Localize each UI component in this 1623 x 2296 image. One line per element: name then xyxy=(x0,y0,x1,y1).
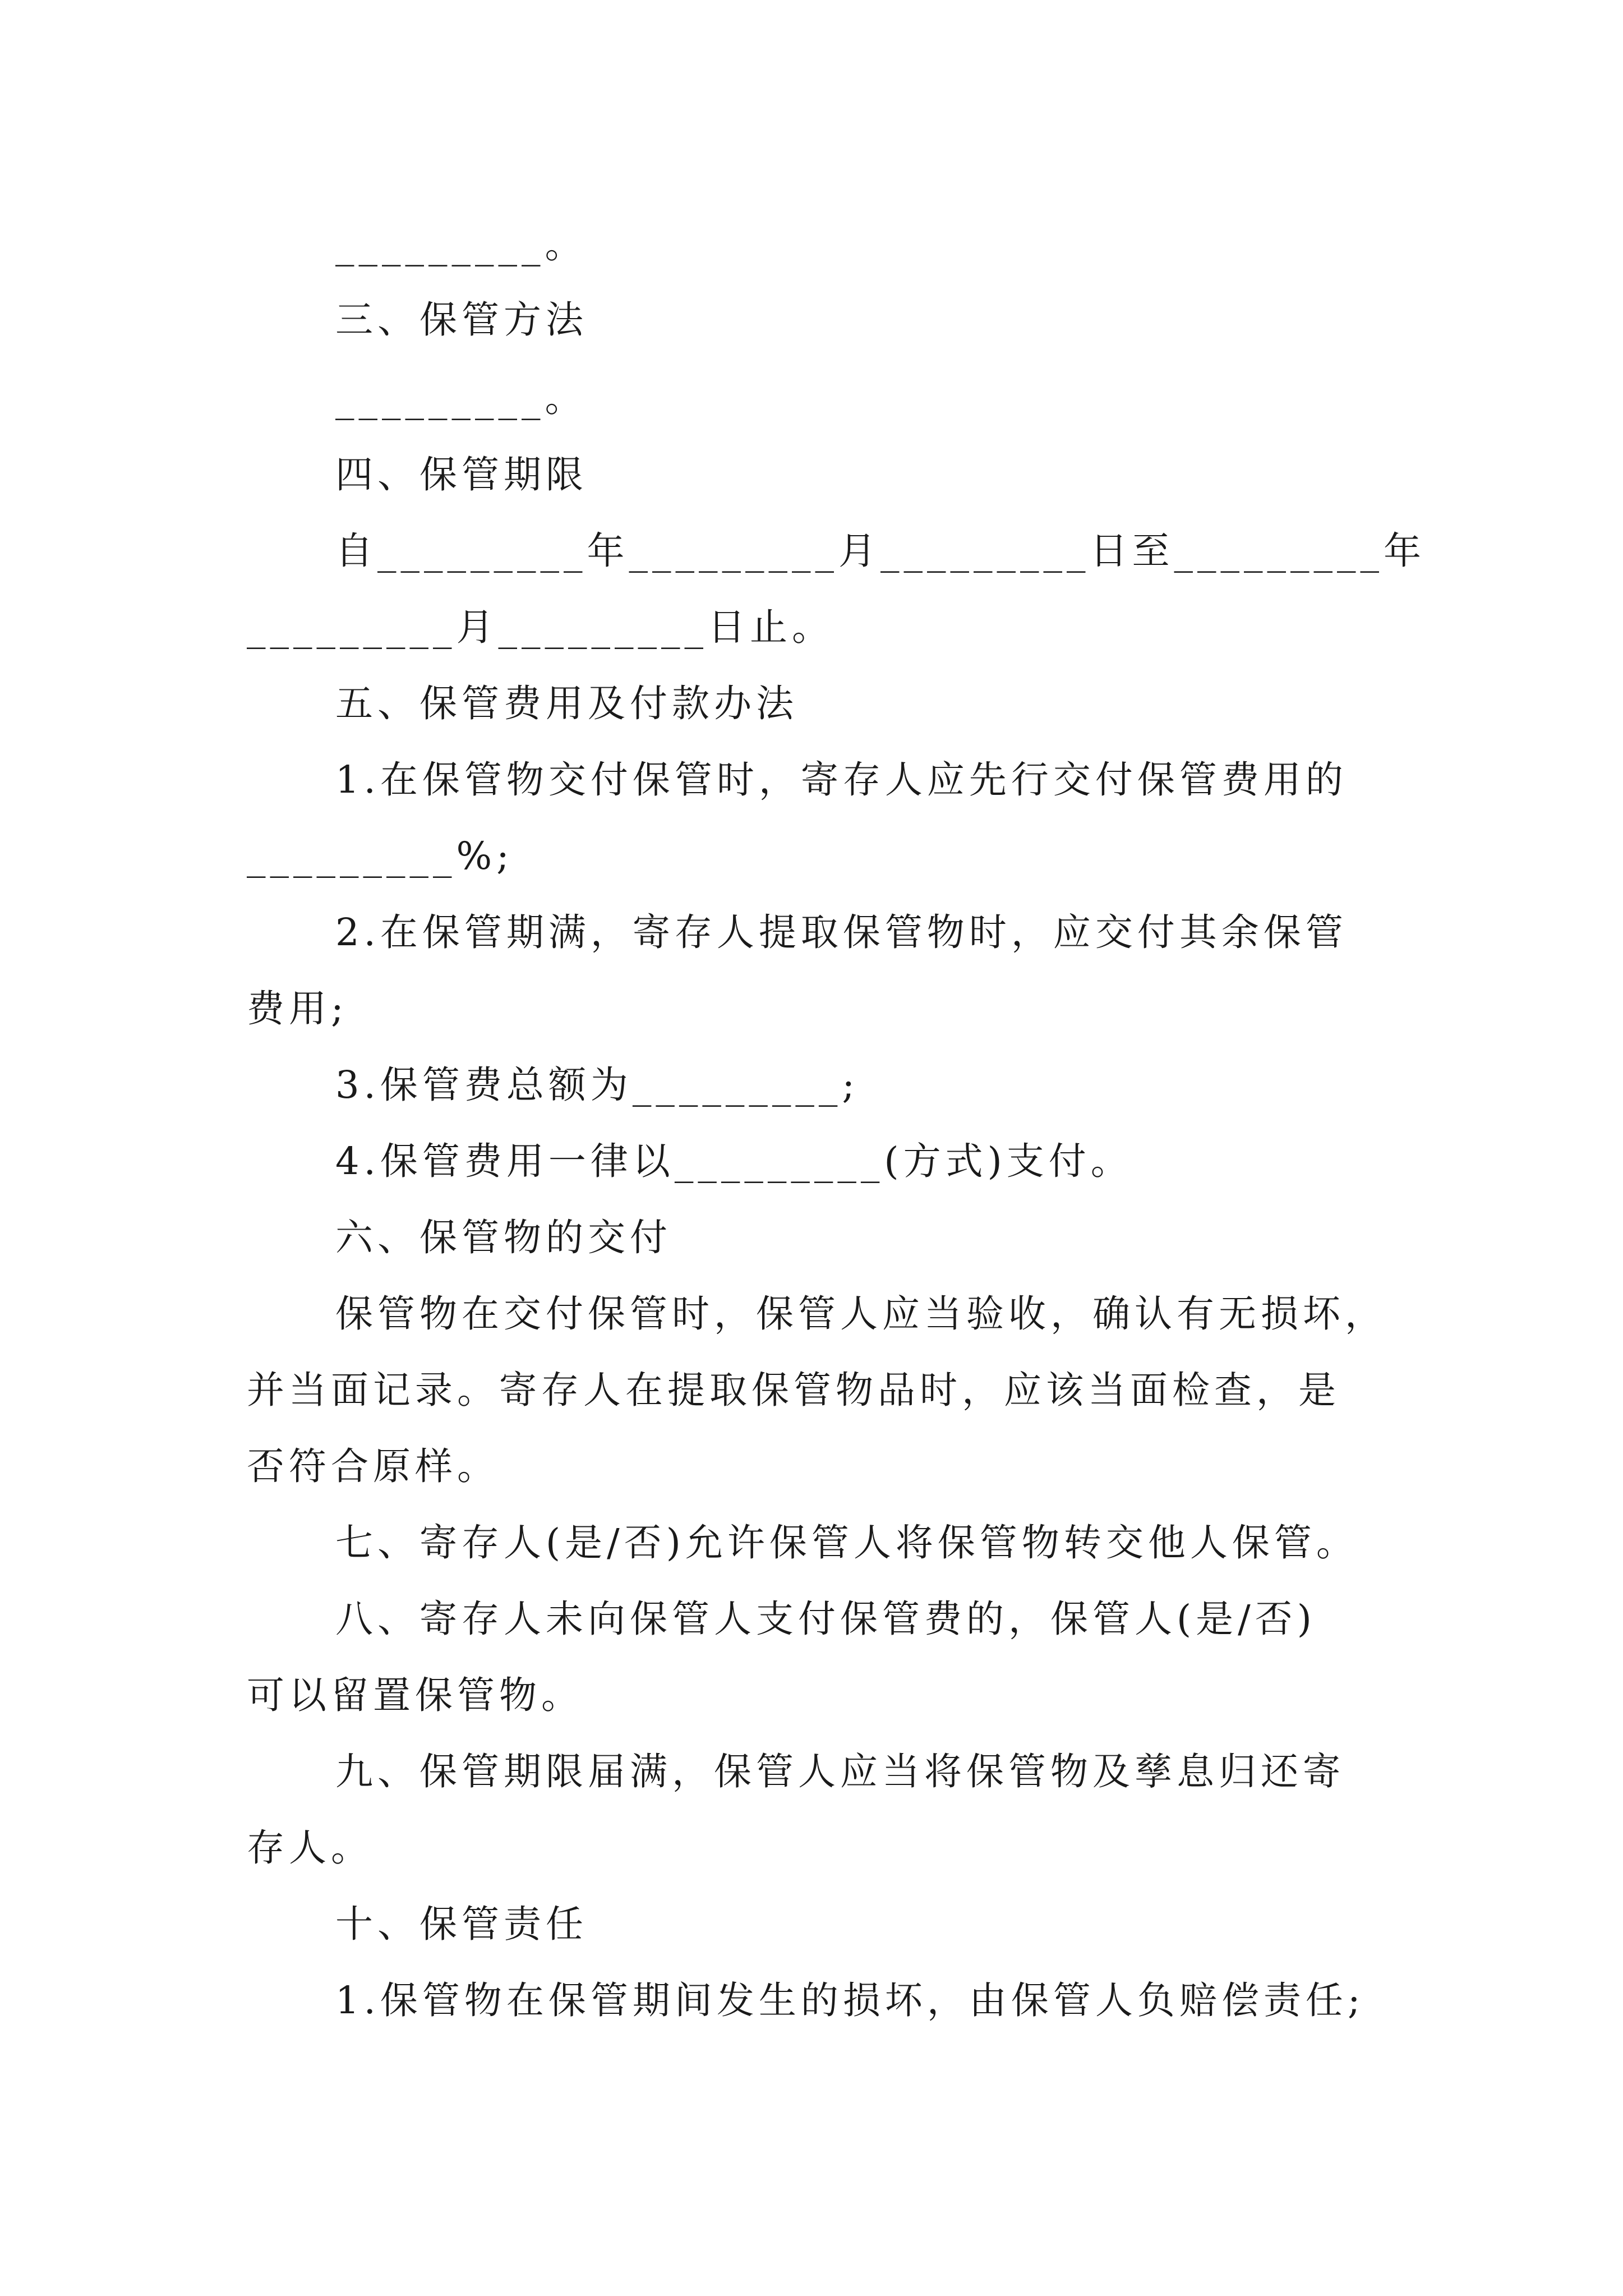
section-heading-5: 五、保管费用及付款办法 xyxy=(335,682,798,725)
section-heading-6: 六、保管物的交付 xyxy=(335,1216,672,1259)
section-8-line-1: 八、寄存人未向保管人支付保管费的，保管人(是/否) xyxy=(335,1597,1316,1641)
section-9-line-2: 存人。 xyxy=(247,1826,373,1870)
fee-item-2-cont: 费用; xyxy=(247,987,348,1030)
section-heading-10: 十、保管责任 xyxy=(335,1902,588,1946)
fee-item-1-cont: _________%; xyxy=(247,834,514,878)
section-9-line-1: 九、保管期限届满，保管人应当将保管物及孳息归还寄 xyxy=(335,1750,1345,1793)
section-heading-3: 三、保管方法 xyxy=(335,298,588,342)
fee-item-2: 2.在保管期满，寄存人提取保管物时，应交付其余保管 xyxy=(335,910,1348,954)
period-line-2: _________月_________日止。 xyxy=(247,605,834,649)
section-8-line-2: 可以留置保管物。 xyxy=(247,1673,583,1717)
fee-item-1: 1.在保管物交付保管时，寄存人应先行交付保管费用的 xyxy=(335,758,1348,802)
section-heading-4: 四、保管期限 xyxy=(335,453,588,496)
blank-line-2 xyxy=(335,370,587,426)
blank-line-1 xyxy=(335,217,587,273)
fee-item-3: 3.保管费总额为_________; xyxy=(335,1063,859,1107)
delivery-paragraph-line-2: 并当面记录。寄存人在提取保管物品时，应该当面检查，是 xyxy=(247,1368,1340,1412)
delivery-paragraph-line-1: 保管物在交付保管时，保管人应当验收，确认有无损坏， xyxy=(335,1292,1387,1336)
section-7: 七、寄存人(是/否)允许保管人将保管物转交他人保管。 xyxy=(335,1521,1358,1565)
fee-item-4: 4.保管费用一律以_________(方式)支付。 xyxy=(335,1139,1133,1183)
fill-blank: _________。 xyxy=(335,223,587,266)
delivery-paragraph-line-3: 否符合原样。 xyxy=(247,1444,499,1488)
liability-item-1: 1.保管物在保管期间发生的损坏，由保管人负赔偿责任; xyxy=(335,1978,1365,2022)
fill-blank: _________。 xyxy=(335,376,587,420)
period-line-1: 自_________年_________月_________日至_________年 xyxy=(335,529,1426,573)
